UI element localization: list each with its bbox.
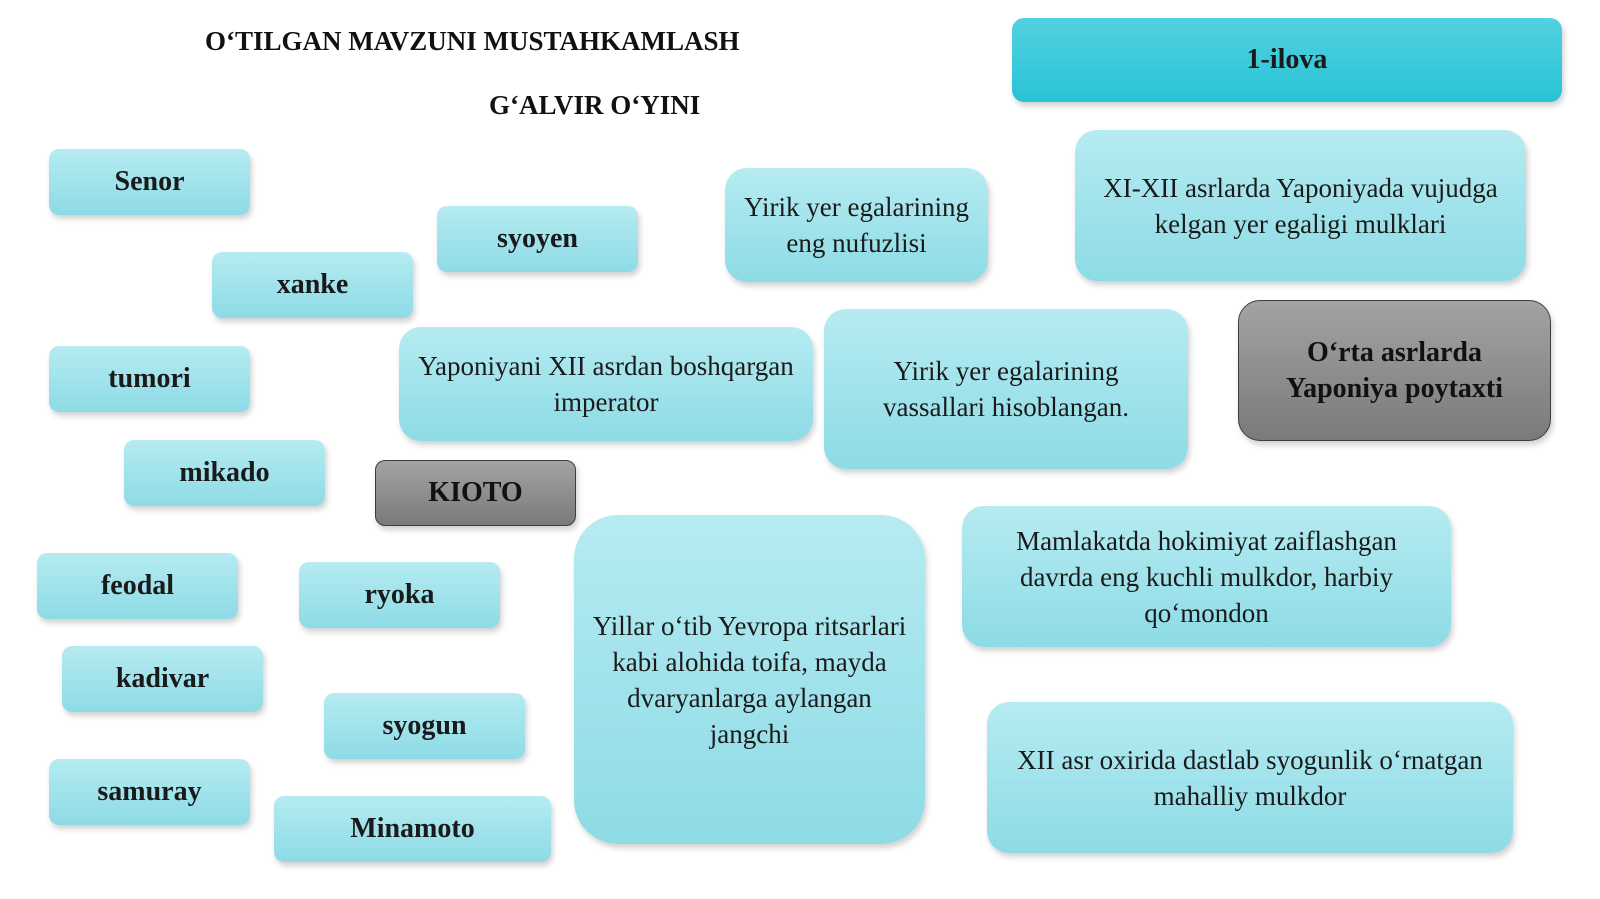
definition-card-5[interactable]: O‘rta asrlarda Yaponiya poytaxti <box>1238 300 1551 441</box>
term-card-mikado[interactable]: mikado <box>124 440 325 506</box>
definition-card-2[interactable]: XI-XII asrlarda Yaponiyada vujudga kelgan yer egaligi mulklari <box>1075 130 1526 281</box>
definition-card-4[interactable]: Yirik yer egalarining vassallari hisoblangan. <box>824 309 1188 469</box>
definition-card-7[interactable]: Mamlakatda hokimiyat zaiflashgan davrda eng kuchli mulkdor, harbiy qo‘mondon <box>962 506 1451 647</box>
term-card-tumori[interactable]: tumori <box>49 346 250 412</box>
definition-card-1[interactable]: Yirik yer egalarining eng nufuzlisi <box>725 168 988 282</box>
term-card-feodal[interactable]: feodal <box>37 553 238 619</box>
term-card-kioto[interactable]: KIOTO <box>375 460 576 526</box>
slide-subtitle: G‘ALVIR O‘YINI <box>489 90 701 120</box>
term-card-samuray[interactable]: samuray <box>49 759 250 825</box>
term-card-syoyen[interactable]: syoyen <box>437 206 638 272</box>
term-card-kadivar[interactable]: kadivar <box>62 646 263 712</box>
definition-card-8[interactable]: XII asr oxirida dastlab syogunlik o‘rnatgan mahalliy mulkdor <box>987 702 1513 853</box>
term-card-xanke[interactable]: xanke <box>212 252 413 318</box>
ilova-badge: 1-ilova <box>1012 18 1562 102</box>
term-card-minamoto[interactable]: Minamoto <box>274 796 551 862</box>
term-card-senor[interactable]: Senor <box>49 149 250 215</box>
slide-title: O‘TILGAN MAVZUNI MUSTAHKAMLASH <box>205 26 740 56</box>
definition-card-6[interactable]: Yillar o‘tib Yevropa ritsarlari kabi alohida toifa, mayda dvaryanlarga aylangan jangchi <box>574 515 925 844</box>
definition-card-3[interactable]: Yaponiyani XII asrdan boshqargan imperator <box>399 327 813 441</box>
term-card-ryoka[interactable]: ryoka <box>299 562 500 628</box>
term-card-syogun[interactable]: syogun <box>324 693 525 759</box>
